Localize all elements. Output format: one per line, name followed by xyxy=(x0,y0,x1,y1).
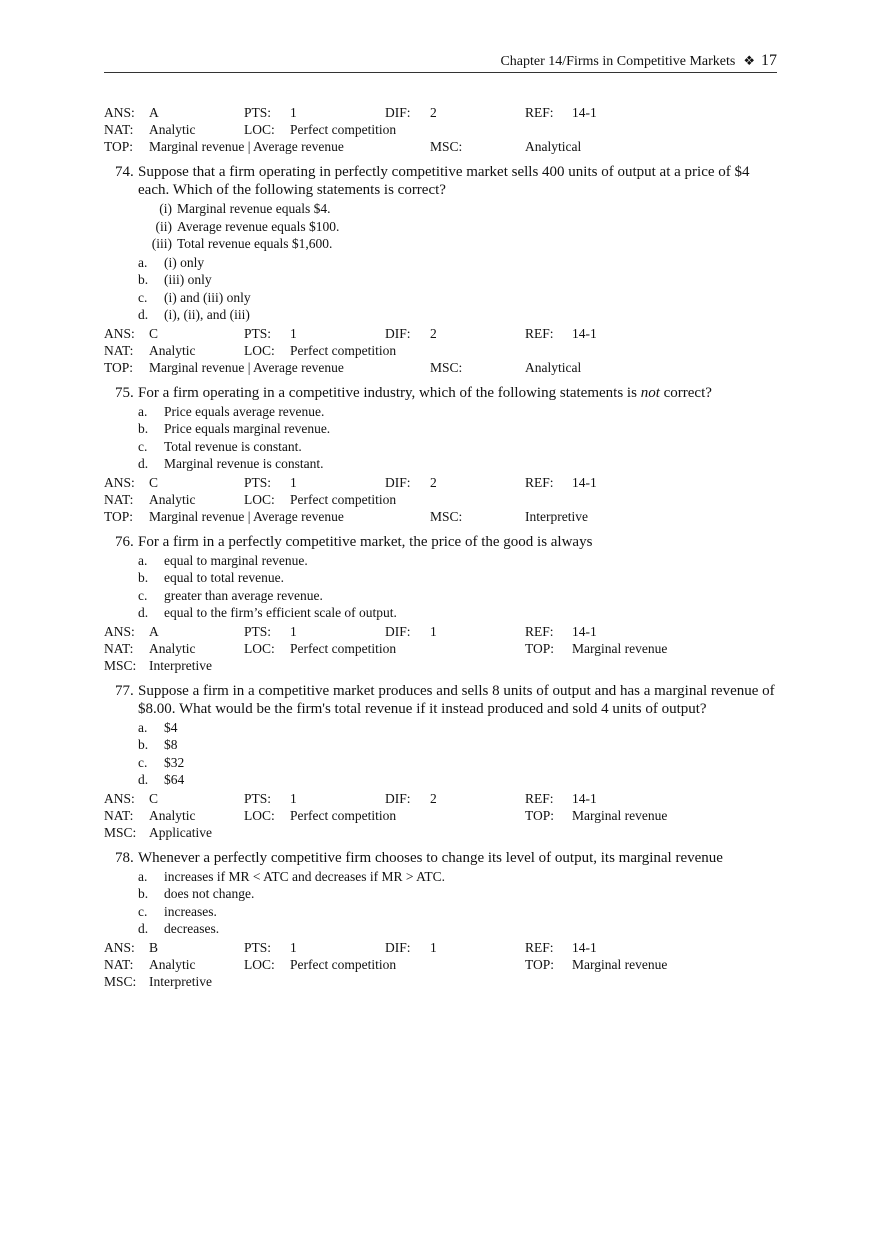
nat-label: NAT: xyxy=(104,807,134,823)
msc-label: MSC: xyxy=(104,973,137,989)
dif-value: 2 xyxy=(430,105,437,120)
option-text: (iii) only xyxy=(164,272,212,287)
ref-value: 14-1 xyxy=(572,325,597,341)
ans-label: ANS: xyxy=(104,790,135,806)
option-item xyxy=(138,438,777,456)
option-item xyxy=(138,736,777,754)
option-label: d. xyxy=(138,605,149,620)
nat-value: Analytic xyxy=(149,807,196,823)
option-list xyxy=(138,868,777,938)
top-label: TOP: xyxy=(525,640,555,656)
answer-block-73 xyxy=(104,104,777,155)
option-item xyxy=(138,920,777,938)
ans-value: B xyxy=(149,939,159,955)
question-75 xyxy=(104,384,777,473)
ans-label: ANS: xyxy=(104,474,135,490)
ans-label: ANS: xyxy=(104,105,135,120)
option-text: equal to total revenue. xyxy=(164,570,284,585)
msc-value: Applicative xyxy=(149,824,212,840)
option-item xyxy=(138,289,777,307)
question-text-part: For a firm operating in a competitive industry, which of the following statements is xyxy=(138,384,641,401)
question-text: Suppose a firm in a competitive market produces and sells 8 units of output and has a marginal revenue of $8.00. What would be the firm's total revenue if it instead produced and sold 4 units of output? xyxy=(138,682,775,717)
option-text: does not change. xyxy=(164,886,255,901)
dif-label: DIF: xyxy=(385,623,411,639)
answer-block-77 xyxy=(104,790,777,841)
nat-label: NAT: xyxy=(104,342,134,358)
option-label: b. xyxy=(138,570,149,585)
dif-label: DIF: xyxy=(385,790,411,806)
dif-label: DIF: xyxy=(385,939,411,955)
answer-block-75 xyxy=(104,474,777,525)
dif-label: DIF: xyxy=(385,325,411,341)
option-item xyxy=(138,420,777,438)
dif-label: DIF: xyxy=(385,105,411,120)
option-label: b. xyxy=(138,272,149,287)
answer-block-78 xyxy=(104,939,777,990)
top-value: Marginal revenue | Average revenue xyxy=(149,359,344,375)
question-76 xyxy=(104,533,777,622)
nat-label: NAT: xyxy=(104,122,134,137)
answer-block-76 xyxy=(104,623,777,674)
ref-label: REF: xyxy=(525,474,554,490)
top-value: Marginal revenue | Average revenue xyxy=(149,508,344,524)
msc-label: MSC: xyxy=(430,139,463,154)
dif-value: 1 xyxy=(430,939,437,955)
option-label: c. xyxy=(138,587,148,603)
ref-value: 14-1 xyxy=(572,939,597,955)
page-header xyxy=(104,52,777,73)
option-label: a. xyxy=(138,403,148,419)
loc-label: LOC: xyxy=(244,491,275,507)
option-label: d. xyxy=(138,456,149,471)
option-text: (i) only xyxy=(164,254,205,270)
option-text: greater than average revenue. xyxy=(164,587,323,603)
loc-value: Perfect competition xyxy=(290,491,397,507)
option-label: c. xyxy=(138,289,148,305)
loc-value: Perfect competition xyxy=(290,640,397,656)
question-77 xyxy=(104,682,777,789)
question-text-emphasis: not xyxy=(640,384,660,401)
ans-label: ANS: xyxy=(104,325,135,341)
option-text: Price equals average revenue. xyxy=(164,403,325,419)
ref-label: REF: xyxy=(525,325,554,341)
top-value: Marginal revenue xyxy=(572,807,668,823)
option-item xyxy=(138,903,777,921)
ref-label: REF: xyxy=(525,790,554,806)
msc-label: MSC: xyxy=(430,508,463,524)
pts-value: 1 xyxy=(290,474,297,490)
option-text: $32 xyxy=(164,754,185,770)
top-value: Marginal revenue xyxy=(572,956,668,972)
option-text: equal to marginal revenue. xyxy=(164,552,308,568)
msc-value: Interpretive xyxy=(149,973,212,989)
msc-value: Interpretive xyxy=(525,508,588,524)
option-item xyxy=(138,455,777,473)
loc-label: LOC: xyxy=(244,122,275,137)
nat-value: Analytic xyxy=(149,342,196,358)
pts-label: PTS: xyxy=(244,939,272,955)
msc-value: Analytical xyxy=(525,359,582,375)
loc-value: Perfect competition xyxy=(290,342,397,358)
loc-label: LOC: xyxy=(244,956,275,972)
statement-text: Average revenue equals $100. xyxy=(177,218,340,234)
option-text: $8 xyxy=(164,737,178,752)
top-value: Marginal revenue xyxy=(572,640,668,656)
pts-label: PTS: xyxy=(244,790,272,806)
pts-value: 1 xyxy=(290,623,297,639)
ans-label: ANS: xyxy=(104,939,135,955)
ref-value: 14-1 xyxy=(572,790,597,806)
msc-label: MSC: xyxy=(104,824,137,840)
option-label: c. xyxy=(138,754,148,770)
option-label: d. xyxy=(138,921,149,936)
option-text: Total revenue is constant. xyxy=(164,438,302,454)
option-item xyxy=(138,885,777,903)
loc-value: Perfect competition xyxy=(290,956,397,972)
question-text xyxy=(138,384,777,402)
option-text: (i), (ii), and (iii) xyxy=(164,307,250,322)
ans-value: C xyxy=(149,325,159,341)
loc-value: Perfect competition xyxy=(290,122,397,137)
option-text: increases if MR < ATC and decreases if MR > ATC. xyxy=(164,868,446,884)
ans-value: C xyxy=(149,474,159,490)
option-item xyxy=(138,306,777,324)
ans-value: C xyxy=(149,790,159,806)
option-label: a. xyxy=(138,719,148,735)
ans-value: A xyxy=(149,623,159,639)
option-item xyxy=(138,403,777,421)
option-item xyxy=(138,271,777,289)
question-78 xyxy=(104,849,777,938)
dif-value: 2 xyxy=(430,474,437,490)
option-item xyxy=(138,754,777,772)
option-label: c. xyxy=(138,438,148,454)
ref-label: REF: xyxy=(525,623,554,639)
statement-item xyxy=(138,218,777,236)
option-label: d. xyxy=(138,772,149,787)
option-label: b. xyxy=(138,421,149,436)
dif-value: 2 xyxy=(430,790,437,806)
top-value: Marginal revenue | Average revenue xyxy=(149,139,344,154)
option-list xyxy=(138,719,777,789)
statement-text: Total revenue equals $1,600. xyxy=(177,236,333,251)
dif-value: 2 xyxy=(430,325,437,341)
loc-value: Perfect competition xyxy=(290,807,397,823)
option-label: c. xyxy=(138,903,148,919)
nat-value: Analytic xyxy=(149,122,196,137)
nat-label: NAT: xyxy=(104,491,134,507)
msc-value: Analytical xyxy=(525,139,582,154)
option-label: a. xyxy=(138,868,148,884)
option-text: decreases. xyxy=(164,921,220,936)
option-text: equal to the firm’s efficient scale of output. xyxy=(164,605,397,620)
option-list xyxy=(138,552,777,622)
option-text: (i) and (iii) only xyxy=(164,289,251,305)
option-label: b. xyxy=(138,886,149,901)
ans-label: ANS: xyxy=(104,623,135,639)
top-label: TOP: xyxy=(525,807,555,823)
dif-label: DIF: xyxy=(385,474,411,490)
question-number: 75. xyxy=(115,384,134,401)
option-item xyxy=(138,868,777,886)
dif-value: 1 xyxy=(430,623,437,639)
option-text: $64 xyxy=(164,772,185,787)
option-label: d. xyxy=(138,307,149,322)
nat-value: Analytic xyxy=(149,640,196,656)
top-label: TOP: xyxy=(525,956,555,972)
ref-label: REF: xyxy=(525,939,554,955)
statement-text: Marginal revenue equals $4. xyxy=(177,201,331,216)
ref-value: 14-1 xyxy=(572,105,597,120)
msc-label: MSC: xyxy=(430,359,463,375)
msc-label: MSC: xyxy=(104,657,137,673)
option-item xyxy=(138,604,777,622)
ans-value: A xyxy=(149,105,159,120)
pts-label: PTS: xyxy=(244,623,272,639)
pts-value: 1 xyxy=(290,325,297,341)
statement-list xyxy=(138,200,777,253)
option-item xyxy=(138,552,777,570)
question-text: Whenever a perfectly competitive firm chooses to change its level of output, its marginal revenue xyxy=(138,849,723,866)
statement-label: (iii) xyxy=(151,236,172,251)
nat-label: NAT: xyxy=(104,956,134,972)
pts-value: 1 xyxy=(290,790,297,806)
nat-value: Analytic xyxy=(149,956,196,972)
ref-label: REF: xyxy=(525,105,554,120)
pts-label: PTS: xyxy=(244,105,272,120)
chapter-title: Chapter 14/Firms in Competitive Markets xyxy=(500,54,736,69)
option-list xyxy=(138,403,777,473)
question-text: Suppose that a firm operating in perfectly competitive market sells 400 units of output at a price of $4 each. Which of the following statements is correct? xyxy=(138,164,750,198)
top-label: TOP: xyxy=(104,508,134,524)
pts-label: PTS: xyxy=(244,474,272,490)
option-label: b. xyxy=(138,737,149,752)
answer-block-74 xyxy=(104,325,777,376)
question-text: For a firm in a perfectly competitive market, the price of the good is always xyxy=(138,533,593,550)
nat-value: Analytic xyxy=(149,491,196,507)
page-number: 17 xyxy=(761,52,777,69)
question-74 xyxy=(104,163,777,324)
loc-label: LOC: xyxy=(244,640,275,656)
statement-label: (i) xyxy=(159,201,172,216)
option-label: a. xyxy=(138,254,148,270)
option-item xyxy=(138,771,777,789)
loc-label: LOC: xyxy=(244,807,275,823)
question-number: 77. xyxy=(115,682,134,699)
option-item xyxy=(138,569,777,587)
pts-value: 1 xyxy=(290,939,297,955)
option-text: Marginal revenue is constant. xyxy=(164,456,324,471)
question-text-part: correct? xyxy=(659,384,712,401)
ref-value: 14-1 xyxy=(572,474,597,490)
question-number: 78. xyxy=(115,849,134,866)
nat-label: NAT: xyxy=(104,640,134,656)
top-label: TOP: xyxy=(104,139,134,154)
option-item xyxy=(138,587,777,605)
top-label: TOP: xyxy=(104,359,134,375)
question-number: 74. xyxy=(115,164,134,180)
statement-label: (ii) xyxy=(155,218,172,234)
pts-label: PTS: xyxy=(244,325,272,341)
pts-value: 1 xyxy=(290,105,297,120)
diamond-icon: ❖ xyxy=(743,53,755,68)
option-label: a. xyxy=(138,552,148,568)
loc-label: LOC: xyxy=(244,342,275,358)
page-content xyxy=(104,104,777,990)
ref-value: 14-1 xyxy=(572,623,597,639)
option-text: $4 xyxy=(164,719,178,735)
option-text: increases. xyxy=(164,903,217,919)
statement-item xyxy=(138,200,777,218)
msc-value: Interpretive xyxy=(149,657,212,673)
option-item xyxy=(138,719,777,737)
option-item xyxy=(138,254,777,272)
question-number: 76. xyxy=(115,533,134,550)
statement-item xyxy=(138,235,777,253)
option-text: Price equals marginal revenue. xyxy=(164,421,331,436)
option-list xyxy=(138,254,777,324)
